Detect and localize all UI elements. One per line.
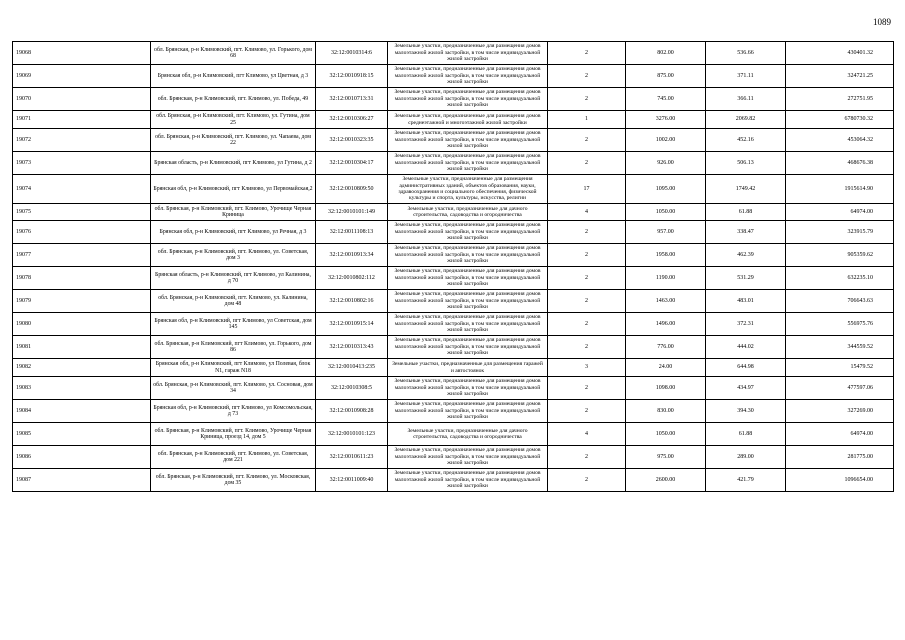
row-number: 19085 — [13, 423, 151, 446]
land-use-purpose-cell: Земельные участки, предназначенные для размещения домов малоэтажной жилой застройки, в том числе индивидуальной жилой застройки — [388, 129, 548, 152]
address-cell: обл. Брянская, р-н Климовский, пгт. Климово, ул. Победа, 49 — [151, 88, 316, 111]
cadastral-value-cell: 632235.10 — [786, 267, 894, 290]
group-number-cell: 2 — [548, 400, 626, 423]
cadastral-number-cell: 32:12:0010323:35 — [316, 129, 388, 152]
cadastral-number-cell: 32:12:0010306:27 — [316, 111, 388, 129]
table-row — [13, 111, 894, 129]
row-number: 19076 — [13, 221, 151, 244]
land-use-purpose-cell: Земельные участки, предназначенные для размещения административных зданий, объектов образования, науки, здравоохранения и социального обеспечения, физической культуры и спорта, культуры, искусства, религии — [388, 175, 548, 204]
row-number: 19078 — [13, 267, 151, 290]
cadastral-number-cell: 32:12:0010611:23 — [316, 446, 388, 469]
cadastral-value-cell: 706643.63 — [786, 290, 894, 313]
area-cell: 1050.00 — [626, 423, 706, 446]
cadastral-value-cell: 1915614.90 — [786, 175, 894, 204]
land-use-purpose-cell: Земельные участки, предназначенные для размещения домов малоэтажной жилой застройки, в том числе индивидуальной жилой застройки — [388, 336, 548, 359]
specific-value-cell: 338.47 — [706, 221, 786, 244]
area-cell: 926.00 — [626, 152, 706, 175]
table-row — [13, 469, 894, 492]
cadastral-value-cell: 468676.38 — [786, 152, 894, 175]
cadastral-number-cell: 32:12:0010313:43 — [316, 336, 388, 359]
cadastral-number-cell: 32:12:0010713:31 — [316, 88, 388, 111]
table-row — [13, 359, 894, 377]
row-number: 19068 — [13, 42, 151, 65]
table-row — [13, 377, 894, 400]
cadastral-number-cell: 32:12:0010413:235 — [316, 359, 388, 377]
land-use-purpose-cell: Земельные участки, предназначенные для размещения домов среднеэтажной и многоэтажной жилой застройки — [388, 111, 548, 129]
area-cell: 24.00 — [626, 359, 706, 377]
area-cell: 2600.00 — [626, 469, 706, 492]
cadastral-value-cell: 905359.62 — [786, 244, 894, 267]
cadastral-number-cell: 32:12:0010908:28 — [316, 400, 388, 423]
address-cell: Брянская обл, р-н Климовский, пгт Климово, ул Первомайская,2 — [151, 175, 316, 204]
table-row — [13, 244, 894, 267]
cadastral-number-cell: 32:12:0010809:50 — [316, 175, 388, 204]
row-number: 19073 — [13, 152, 151, 175]
land-use-purpose-cell: Земельные участки, предназначенные для размещения домов малоэтажной жилой застройки, в том числе индивидуальной жилой застройки — [388, 446, 548, 469]
cadastral-number-cell: 32:12:0011108:13 — [316, 221, 388, 244]
specific-value-cell: 462.39 — [706, 244, 786, 267]
area-cell: 3276.00 — [626, 111, 706, 129]
cadastral-value-cell: 64974.00 — [786, 204, 894, 221]
area-cell: 1050.00 — [626, 204, 706, 221]
area-cell: 875.00 — [626, 65, 706, 88]
row-number: 19080 — [13, 313, 151, 336]
table-row — [13, 313, 894, 336]
specific-value-cell: 289.00 — [706, 446, 786, 469]
row-number: 19084 — [13, 400, 151, 423]
group-number-cell: 1 — [548, 111, 626, 129]
address-cell: Брянская обл, р-н Климовский, пгт Климово, ул Речная, д 3 — [151, 221, 316, 244]
area-cell: 776.00 — [626, 336, 706, 359]
address-cell: Брянская область, р-н Климовский, пгт Климово, ул Калинина, д 70 — [151, 267, 316, 290]
cadastral-value-cell: 1096654.00 — [786, 469, 894, 492]
cadastral-number-cell: 32:12:0010101:123 — [316, 423, 388, 446]
group-number-cell: 17 — [548, 175, 626, 204]
row-number: 19072 — [13, 129, 151, 152]
land-use-purpose-cell: Земельные участки, предназначенные для размещения домов малоэтажной жилой застройки, в том числе индивидуальной жилой застройки — [388, 88, 548, 111]
group-number-cell: 2 — [548, 221, 626, 244]
group-number-cell: 2 — [548, 377, 626, 400]
land-use-purpose-cell: Земельные участки, предназначенные для размещения домов малоэтажной жилой застройки, в том числе индивидуальной жилой застройки — [388, 42, 548, 65]
address-cell: Брянская область, р-н Климовский, пгт Климово, ул Гутина, д 2 — [151, 152, 316, 175]
land-use-purpose-cell: Земельные участки, предназначенные для размещения домов малоэтажной жилой застройки, в том числе индивидуальной жилой застройки — [388, 267, 548, 290]
area-cell: 1098.00 — [626, 377, 706, 400]
specific-value-cell: 444.02 — [706, 336, 786, 359]
cadastral-number-cell: 32:12:0010304:17 — [316, 152, 388, 175]
cadastral-value-cell: 430401.32 — [786, 42, 894, 65]
group-number-cell: 2 — [548, 152, 626, 175]
group-number-cell: 4 — [548, 423, 626, 446]
group-number-cell: 2 — [548, 42, 626, 65]
group-number-cell: 2 — [548, 129, 626, 152]
group-number-cell: 2 — [548, 65, 626, 88]
row-number: 19069 — [13, 65, 151, 88]
group-number-cell: 2 — [548, 290, 626, 313]
cadastral-number-cell: 32:12:0010314:6 — [316, 42, 388, 65]
specific-value-cell: 366.11 — [706, 88, 786, 111]
area-cell: 957.00 — [626, 221, 706, 244]
cadastral-value-cell: 556975.76 — [786, 313, 894, 336]
specific-value-cell: 61.88 — [706, 423, 786, 446]
table-row — [13, 336, 894, 359]
row-number: 19074 — [13, 175, 151, 204]
table-row — [13, 88, 894, 111]
area-cell: 1958.00 — [626, 244, 706, 267]
cadastral-number-cell: 32:12:0010913:34 — [316, 244, 388, 267]
group-number-cell: 2 — [548, 313, 626, 336]
land-use-purpose-cell: Земельные участки, предназначенные для размещения домов малоэтажной жилой застройки, в том числе индивидуальной жилой застройки — [388, 152, 548, 175]
address-cell: обл. Брянская, р-н Климовский, пгт. Климово, Урочище Черная Криница, проезд 14, дом 5 — [151, 423, 316, 446]
land-use-purpose-cell: Земельные участки, предназначенные для размещения домов малоэтажной жилой застройки, в том числе индивидуальной жилой застройки — [388, 377, 548, 400]
cadastral-number-cell: 32:12:0010802:112 — [316, 267, 388, 290]
row-number: 19075 — [13, 204, 151, 221]
land-use-purpose-cell: Земельные участки, предназначенные для размещения домов малоэтажной жилой застройки, в том числе индивидуальной жилой застройки — [388, 469, 548, 492]
group-number-cell: 2 — [548, 446, 626, 469]
address-cell: обл. Брянская, р-н Климовский, пгт. Климово, ул. Советская, дом 221 — [151, 446, 316, 469]
address-cell: обл. Брянская, р-н Климовский, пгт. Климово, ул. Московская, дом 35 — [151, 469, 316, 492]
cadastral-value-cell: 64974.00 — [786, 423, 894, 446]
area-cell: 830.00 — [626, 400, 706, 423]
specific-value-cell: 421.79 — [706, 469, 786, 492]
row-number: 19079 — [13, 290, 151, 313]
group-number-cell: 4 — [548, 204, 626, 221]
address-cell: Брянская обл, р-н Климовский, пгт Климово, ул Советская, дом 145 — [151, 313, 316, 336]
land-use-purpose-cell: Земельные участки, предназначенные для размещения гаражей и автостоянок — [388, 359, 548, 377]
row-number: 19083 — [13, 377, 151, 400]
cadastral-value-cell: 344559.52 — [786, 336, 894, 359]
specific-value-cell: 531.29 — [706, 267, 786, 290]
address-cell: обл. Брянская, р-н Климовский, пгт. Климово, ул. Сосновая, дом 34 — [151, 377, 316, 400]
specific-value-cell: 61.88 — [706, 204, 786, 221]
table-row — [13, 175, 894, 204]
table-body — [13, 42, 894, 492]
row-number: 19086 — [13, 446, 151, 469]
land-use-purpose-cell: Земельные участки, предназначенные для дачного строительства, садоводства и огородничества — [388, 204, 548, 221]
specific-value-cell: 506.13 — [706, 152, 786, 175]
cadastral-value-cell: 6780730.32 — [786, 111, 894, 129]
land-use-purpose-cell: Земельные участки, предназначенные для размещения домов малоэтажной жилой застройки, в том числе индивидуальной жилой застройки — [388, 290, 548, 313]
address-cell: Брянская обл, р-н Климовский, пгт Климово, ул Комсомольская, д 73 — [151, 400, 316, 423]
group-number-cell: 2 — [548, 267, 626, 290]
cadastral-value-cell: 281775.00 — [786, 446, 894, 469]
cadastral-number-cell: 32:12:0010915:14 — [316, 313, 388, 336]
group-number-cell: 2 — [548, 336, 626, 359]
land-use-purpose-cell: Земельные участки, предназначенные для размещения домов малоэтажной жилой застройки, в том числе индивидуальной жилой застройки — [388, 221, 548, 244]
area-cell: 1002.00 — [626, 129, 706, 152]
table-row — [13, 42, 894, 65]
cadastral-value-cell: 324721.25 — [786, 65, 894, 88]
area-cell: 1095.00 — [626, 175, 706, 204]
cadastral-value-cell: 327269.00 — [786, 400, 894, 423]
table-row — [13, 204, 894, 221]
specific-value-cell: 483.01 — [706, 290, 786, 313]
table-row — [13, 290, 894, 313]
specific-value-cell: 2069.82 — [706, 111, 786, 129]
cadastral-value-cell: 15479.52 — [786, 359, 894, 377]
address-cell: обл. Брянская, р-н Климовский, пгт. Климово, ул. Советская, дом 3 — [151, 244, 316, 267]
land-use-purpose-cell: Земельные участки, предназначенные для размещения домов малоэтажной жилой застройки, в том числе индивидуальной жилой застройки — [388, 400, 548, 423]
table-row — [13, 423, 894, 446]
specific-value-cell: 372.31 — [706, 313, 786, 336]
address-cell: обл. Брянская, р-н Климовский, пгт. Климово, ул. Калинина, дом 48 — [151, 290, 316, 313]
cadastral-value-cell: 477597.06 — [786, 377, 894, 400]
land-use-purpose-cell: Земельные участки, предназначенные для дачного строительства, садоводства и огородничества — [388, 423, 548, 446]
area-cell: 1190.00 — [626, 267, 706, 290]
cadastral-number-cell: 32:12:0010918:15 — [316, 65, 388, 88]
area-cell: 802.00 — [626, 42, 706, 65]
specific-value-cell: 394.30 — [706, 400, 786, 423]
area-cell: 975.00 — [626, 446, 706, 469]
cadastral-value-cell: 272751.95 — [786, 88, 894, 111]
area-cell: 1463.00 — [626, 290, 706, 313]
land-use-purpose-cell: Земельные участки, предназначенные для размещения домов малоэтажной жилой застройки, в том числе индивидуальной жилой застройки — [388, 65, 548, 88]
row-number: 19071 — [13, 111, 151, 129]
cadastral-value-cell: 323915.79 — [786, 221, 894, 244]
row-number: 19082 — [13, 359, 151, 377]
specific-value-cell: 452.16 — [706, 129, 786, 152]
specific-value-cell: 434.97 — [706, 377, 786, 400]
address-cell: обл. Брянская, р-н Климовский, пгт. Климово, ул. Гутина, дом 25 — [151, 111, 316, 129]
address-cell: обл. Брянская, р-н Климовский, пгт Климово, ул. Горького, дом 86 — [151, 336, 316, 359]
land-use-purpose-cell: Земельные участки, предназначенные для размещения домов малоэтажной жилой застройки, в том числе индивидуальной жилой застройки — [388, 313, 548, 336]
table-row — [13, 152, 894, 175]
area-cell: 745.00 — [626, 88, 706, 111]
table-row — [13, 446, 894, 469]
row-number: 19087 — [13, 469, 151, 492]
group-number-cell: 2 — [548, 469, 626, 492]
table-row — [13, 267, 894, 290]
page-number: 1089 — [873, 17, 891, 27]
specific-value-cell: 644.98 — [706, 359, 786, 377]
table-row — [13, 400, 894, 423]
cadastral-number-cell: 32:12:0011009:40 — [316, 469, 388, 492]
cadastral-number-cell: 32:12:0010308:5 — [316, 377, 388, 400]
table-row — [13, 65, 894, 88]
table-row — [13, 129, 894, 152]
address-cell: обл. Брянская, р-н Климовский, пгт. Климово, ул. Горького, дом 68 — [151, 42, 316, 65]
group-number-cell: 3 — [548, 359, 626, 377]
address-cell: Брянская обл, р-н Климовский, пгт Климово, ул Полевая, блок N1, гараж N18 — [151, 359, 316, 377]
address-cell: обл. Брянская, р-н Климовский, пгт. Климово, Урочище Черная Криница — [151, 204, 316, 221]
cadastral-number-cell: 32:12:0010802:16 — [316, 290, 388, 313]
cadastral-value-cell: 453064.32 — [786, 129, 894, 152]
address-cell: Брянская обл, р-н Климовский, пгт Климово, ул Цветная, д 3 — [151, 65, 316, 88]
specific-value-cell: 1749.42 — [706, 175, 786, 204]
row-number: 19081 — [13, 336, 151, 359]
cadastral-value-table — [12, 41, 894, 492]
specific-value-cell: 536.66 — [706, 42, 786, 65]
area-cell: 1496.00 — [626, 313, 706, 336]
group-number-cell: 2 — [548, 88, 626, 111]
land-use-purpose-cell: Земельные участки, предназначенные для размещения домов малоэтажной жилой застройки, в том числе индивидуальной жилой застройки — [388, 244, 548, 267]
address-cell: обл. Брянская, р-н Климовский, пгт. Климово, ул. Чапаева, дом 22 — [151, 129, 316, 152]
group-number-cell: 2 — [548, 244, 626, 267]
cadastral-number-cell: 32:12:0010101:149 — [316, 204, 388, 221]
row-number: 19077 — [13, 244, 151, 267]
specific-value-cell: 371.11 — [706, 65, 786, 88]
table-row — [13, 221, 894, 244]
row-number: 19070 — [13, 88, 151, 111]
